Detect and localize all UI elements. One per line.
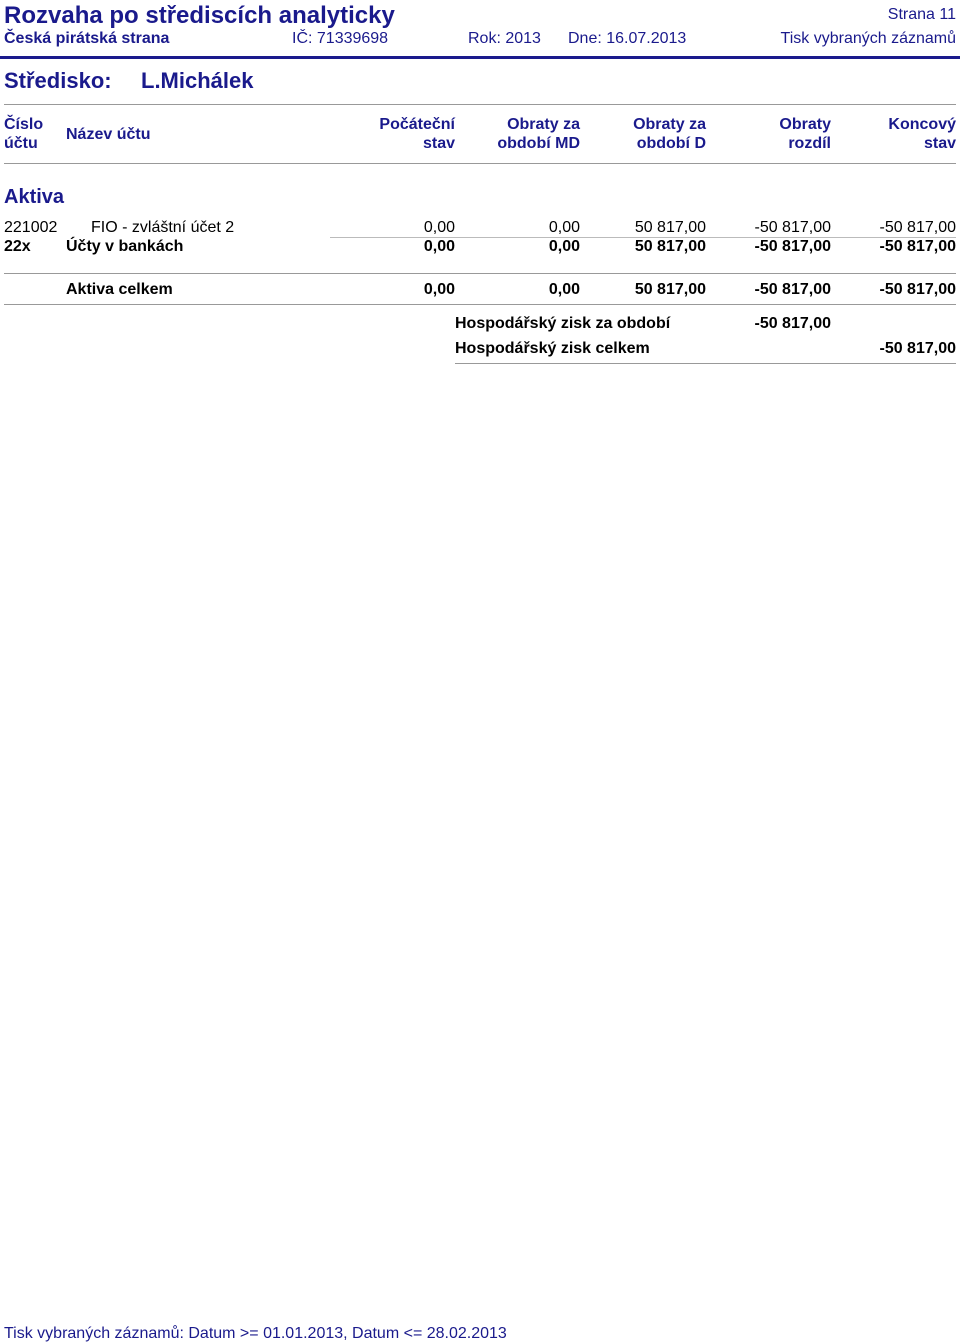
total-top-line <box>4 273 956 274</box>
row-md: 0,00 <box>548 238 580 255</box>
row-acct: 221002 <box>4 219 58 236</box>
print-mode: Tisk vybraných záznamů <box>780 30 956 47</box>
total-d: 50 817,00 <box>634 281 706 298</box>
total-label: Aktiva celkem <box>66 281 173 298</box>
page-number: Strana 11 <box>887 6 956 23</box>
row-end: -50 817,00 <box>879 219 956 236</box>
column-header-bottom-line <box>4 163 956 164</box>
organization-name: Česká pirátská strana <box>4 30 170 47</box>
report-title: Rozvaha po střediscích analyticky <box>4 2 395 29</box>
profit-total-value: -50 817,00 <box>879 340 956 357</box>
total-end: -50 817,00 <box>879 281 956 298</box>
col-name-header: Název účtu <box>66 126 151 143</box>
header-divider <box>0 56 960 59</box>
section-title: Aktiva <box>4 186 65 208</box>
footer-filter: Tisk vybraných záznamů: Datum >= 01.01.2013, Datum <= 28.02.2013 <box>4 1325 507 1342</box>
total-diff: -50 817,00 <box>754 281 831 298</box>
row-end: -50 817,00 <box>879 238 956 255</box>
row-name: Účty v bankách <box>66 238 184 255</box>
total-md: 0,00 <box>548 281 580 298</box>
row-start: 0,00 <box>423 219 455 236</box>
row-name: FIO - zvláštní účet 2 <box>91 219 235 236</box>
col-md-header: Obraty za období MD <box>497 116 580 152</box>
company-id: IČ: 71339698 <box>292 30 389 47</box>
total-bottom-line <box>4 304 956 305</box>
total-start: 0,00 <box>423 281 455 298</box>
row-acct: 22x <box>4 238 31 255</box>
column-header-top-line <box>4 104 956 105</box>
report-year: Rok: 2013 <box>468 30 541 47</box>
row-d: 50 817,00 <box>634 219 706 236</box>
row-d: 50 817,00 <box>634 238 706 255</box>
profit-bottom-line <box>455 363 956 364</box>
stredisko-value: L.Michálek <box>141 68 254 93</box>
col-d-header: Obraty za období D <box>633 116 706 152</box>
col-start-header: Počáteční stav <box>379 116 455 152</box>
col-end-header: Koncový stav <box>888 116 956 152</box>
profit-period-label: Hospodářský zisk za období <box>455 315 671 332</box>
profit-total-label: Hospodářský zisk celkem <box>455 340 650 357</box>
row-md: 0,00 <box>548 219 580 236</box>
row-diff: -50 817,00 <box>754 219 831 236</box>
col-acct-header: Číslo účtu <box>4 116 44 152</box>
row-start: 0,00 <box>423 238 455 255</box>
col-diff-header: Obraty rozdíl <box>779 116 831 152</box>
profit-period-value: -50 817,00 <box>754 315 831 332</box>
report-date: Dne: 16.07.2013 <box>568 30 687 47</box>
stredisko-label: Středisko: <box>4 68 112 93</box>
row-diff: -50 817,00 <box>754 238 831 255</box>
